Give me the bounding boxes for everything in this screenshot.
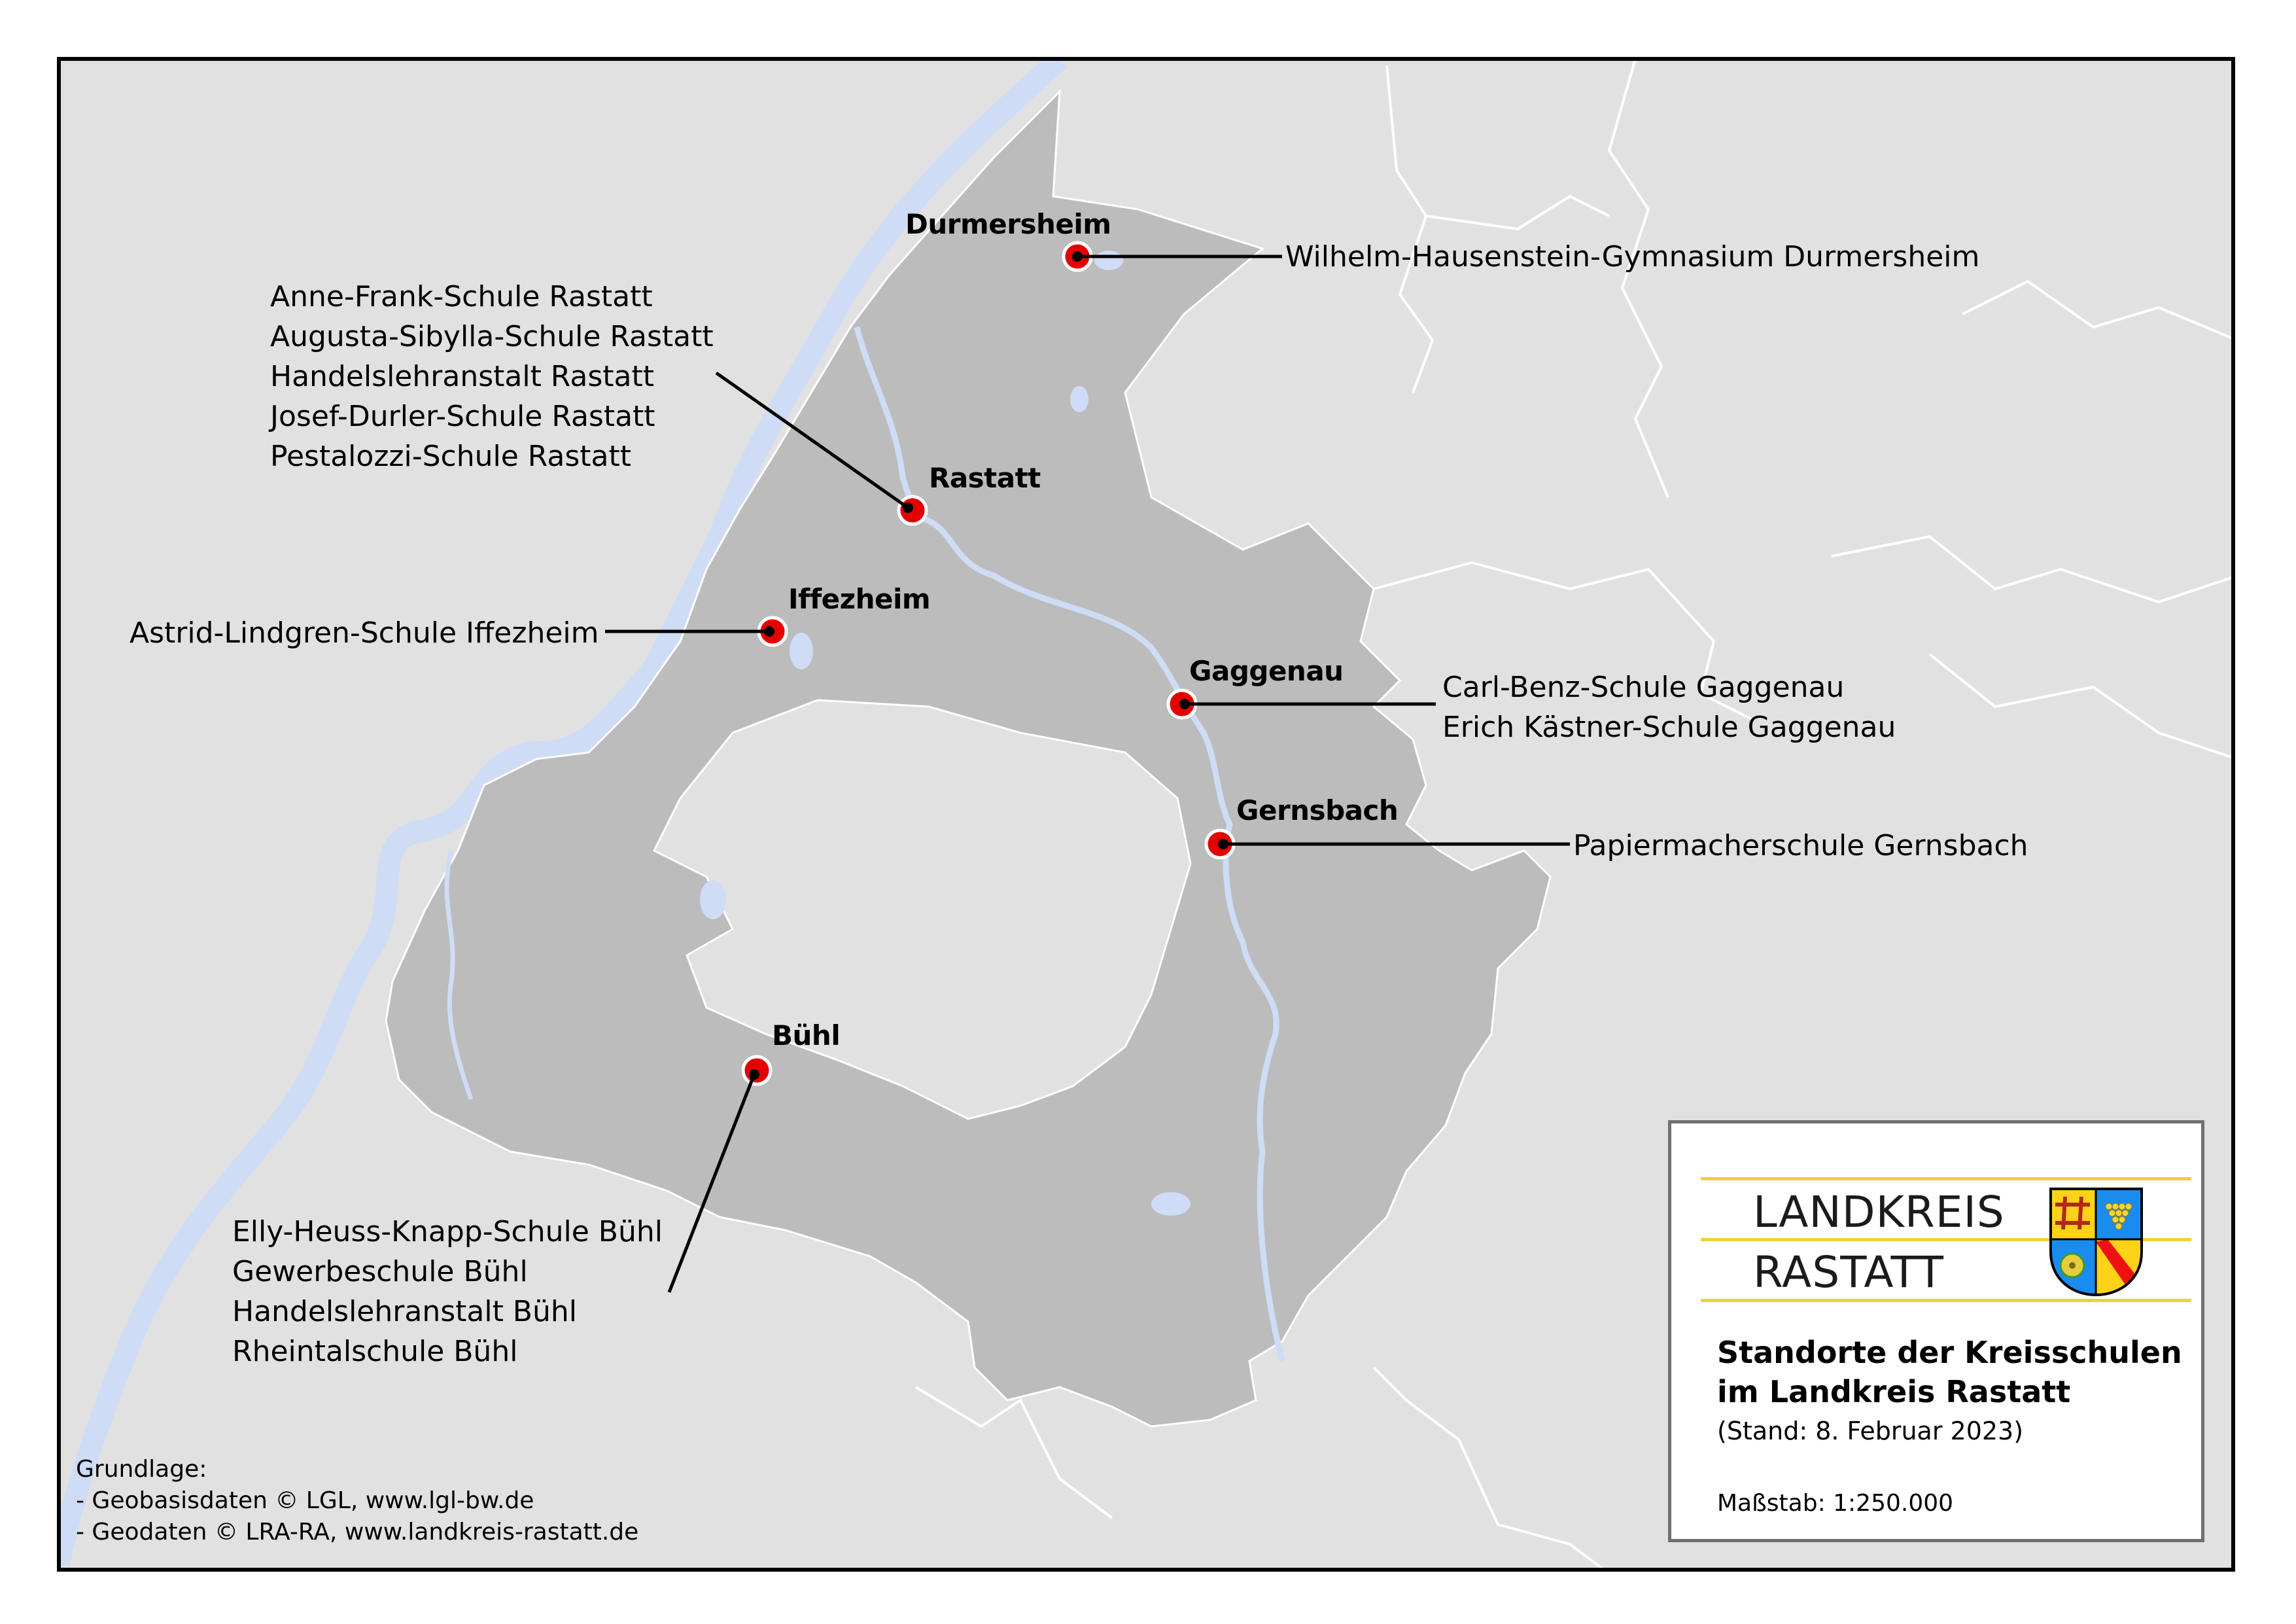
legend-date: (Stand: 8. Februar 2023) — [1717, 1417, 2024, 1445]
school-list-buehl — [232, 1212, 663, 1371]
town-label-gernsbach: Gernsbach — [1236, 794, 1399, 826]
accent-line — [1701, 1177, 2191, 1180]
school-list-durmersheim — [1285, 237, 1979, 277]
legend-box — [1668, 1120, 2204, 1542]
town-label-iffezheim: Iffezheim — [788, 583, 931, 615]
source-line: - Geobasisdaten © LGL, www.lgl-bw.de — [76, 1487, 534, 1514]
school-label: Handelslehranstalt Rastatt — [270, 360, 655, 393]
school-label: Gewerbeschule Bühl — [232, 1255, 528, 1288]
coat-of-arms-icon — [2049, 1187, 2144, 1297]
source-heading: Grundlage: — [76, 1456, 207, 1483]
legend-title-line-2: im Landkreis Rastatt — [1717, 1374, 2071, 1409]
school-list-gaggenau — [1442, 667, 1896, 747]
town-label-durmersheim: Durmersheim — [905, 208, 1111, 240]
school-label: Rheintalschule Bühl — [232, 1335, 518, 1368]
school-label: Carl-Benz-Schule Gaggenau — [1442, 671, 1845, 704]
school-label: Papiermacherschule Gernsbach — [1573, 829, 2028, 862]
legend-title — [1717, 1333, 2182, 1411]
school-list-iffezheim — [130, 613, 599, 653]
legend-scale: Maßstab: 1:250.000 — [1717, 1490, 1954, 1517]
school-label: Pestalozzi-Schule Rastatt — [270, 440, 631, 473]
brand-line-1: LANDKREIS — [1753, 1187, 2005, 1237]
school-label: Josef-Durler-Schule Rastatt — [270, 400, 655, 433]
source-attribution — [76, 1454, 638, 1548]
school-label: Erich Kästner-Schule Gaggenau — [1442, 711, 1896, 744]
school-label: Augusta-Sibylla-Schule Rastatt — [270, 320, 714, 353]
school-list-rastatt — [270, 277, 714, 476]
source-line: - Geodaten © LRA-RA, www.landkreis-rastatt.de — [76, 1519, 639, 1545]
school-list-gernsbach — [1573, 826, 2028, 866]
accent-line — [1701, 1299, 2191, 1302]
school-label: Handelslehranstalt Bühl — [232, 1295, 577, 1328]
town-label-buehl: Bühl — [772, 1019, 841, 1051]
legend-title-line-1: Standorte der Kreisschulen — [1717, 1335, 2182, 1370]
school-label: Astrid-Lindgren-Schule Iffezheim — [130, 616, 599, 650]
school-label: Wilhelm-Hausenstein-Gymnasium Durmersheim — [1285, 240, 1980, 274]
town-label-gaggenau: Gaggenau — [1189, 655, 1344, 687]
school-label: Elly-Heuss-Knapp-Schule Bühl — [232, 1215, 663, 1248]
school-label: Anne-Frank-Schule Rastatt — [270, 280, 653, 313]
town-label-rastatt: Rastatt — [929, 462, 1041, 494]
brand-line-2: RASTATT — [1753, 1247, 1944, 1297]
